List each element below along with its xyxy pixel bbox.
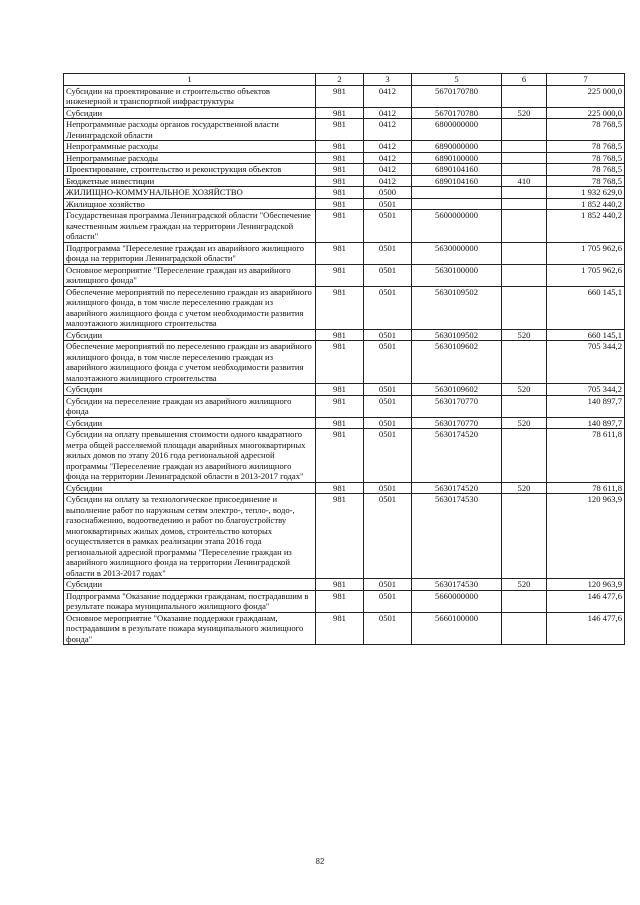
cell-name: Подпрограмма "Переселение граждан из аварийного жилищного фонда на территории Ленинградской области"	[64, 242, 316, 264]
table-row	[64, 187, 625, 199]
cell-name: Субсидии на проектирование и строительство объектов инженерной и транспортной инфраструктуры	[64, 85, 316, 107]
table-row	[64, 210, 625, 243]
cell-admin-code: 981	[316, 612, 364, 645]
cell-admin-code: 981	[316, 242, 364, 264]
cell-name: Субсидии	[64, 384, 316, 396]
cell-name: Субсидии	[64, 329, 316, 341]
cell-expense-type	[502, 429, 547, 483]
cell-admin-code: 981	[316, 119, 364, 141]
cell-admin-code: 981	[316, 164, 364, 176]
cell-name: Субсидии на переселение граждан из аварийного жилищного фонда	[64, 395, 316, 417]
cell-admin-code: 981	[316, 198, 364, 210]
cell-section-code: 0412	[364, 85, 412, 107]
cell-amount: 705 344,2	[547, 384, 625, 396]
cell-expense-type: 410	[502, 175, 547, 187]
table-row	[64, 141, 625, 153]
cell-amount: 78 768,5	[547, 152, 625, 164]
cell-section-code: 0501	[364, 210, 412, 243]
cell-name: Основное мероприятие "Оказание поддержки гражданам, пострадавшим в результате пожара муниципального жилищного фонда"	[64, 612, 316, 645]
cell-amount: 140 897,7	[547, 395, 625, 417]
table-row	[64, 579, 625, 591]
cell-target-code: 6890104160	[412, 175, 502, 187]
cell-expense-type	[502, 242, 547, 264]
cell-expense-type	[502, 264, 547, 286]
cell-section-code: 0412	[364, 119, 412, 141]
cell-target-code: 6890000000	[412, 141, 502, 153]
table-row	[64, 152, 625, 164]
table-row	[64, 429, 625, 483]
cell-amount: 120 963,9	[547, 494, 625, 579]
cell-target-code	[412, 198, 502, 210]
cell-name: Государственная программа Ленинградской области "Обеспечение качественным жильем граждан на территории Ленинградской области"	[64, 210, 316, 243]
cell-section-code: 0501	[364, 341, 412, 384]
cell-name: Проектирование, строительство и реконструкция объектов	[64, 164, 316, 176]
cell-expense-type	[502, 395, 547, 417]
cell-expense-type: 520	[502, 417, 547, 429]
budget-table	[63, 73, 625, 645]
cell-expense-type	[502, 612, 547, 645]
cell-amount: 705 344,2	[547, 341, 625, 384]
cell-admin-code: 981	[316, 579, 364, 591]
cell-target-code: 5630109602	[412, 384, 502, 396]
cell-name: Субсидии	[64, 107, 316, 119]
cell-expense-type	[502, 341, 547, 384]
cell-amount: 78 768,5	[547, 141, 625, 153]
cell-name: Субсидии на оплату превышения стоимости одного квадратного метра общей расселяемой площади аварийных многоквартирных жилых домов по этапу 2016 года региональной адресной программы "Переселение граждан из аварийного жилищного фонда на территории Ленинградской области в 2013-2017 годах"	[64, 429, 316, 483]
cell-admin-code: 981	[316, 590, 364, 612]
cell-amount: 78 768,5	[547, 164, 625, 176]
cell-name: Бюджетные инвестиции	[64, 175, 316, 187]
cell-target-code: 6890104160	[412, 164, 502, 176]
page-number: 82	[315, 857, 325, 866]
cell-target-code: 6890100000	[412, 152, 502, 164]
cell-section-code: 0501	[364, 242, 412, 264]
cell-expense-type	[502, 286, 547, 329]
cell-name: Подпрограмма "Оказание поддержки гражданам, пострадавшим в результате пожара муниципального жилищного фонда"	[64, 590, 316, 612]
cell-amount: 140 897,7	[547, 417, 625, 429]
cell-section-code: 0501	[364, 429, 412, 483]
cell-name: Жилищное хозяйство	[64, 198, 316, 210]
table-row	[64, 341, 625, 384]
cell-admin-code: 981	[316, 341, 364, 384]
cell-name: Обеспечение мероприятий по переселению граждан из аварийного жилищного фонда, в том числе переселению граждан из аварийного жилищного фонда с учетом необходимости развития малоэтажного жилищного строительства	[64, 341, 316, 384]
cell-name: Непрограммные расходы	[64, 141, 316, 153]
table-row	[64, 590, 625, 612]
cell-amount: 78 768,5	[547, 119, 625, 141]
table-row	[64, 164, 625, 176]
cell-expense-type	[502, 85, 547, 107]
cell-amount: 120 963,9	[547, 579, 625, 591]
cell-target-code: 5630174530	[412, 579, 502, 591]
cell-target-code: 5630174520	[412, 429, 502, 483]
cell-target-code	[412, 187, 502, 199]
cell-admin-code: 981	[316, 264, 364, 286]
cell-admin-code: 981	[316, 417, 364, 429]
cell-admin-code: 981	[316, 210, 364, 243]
cell-section-code: 0412	[364, 175, 412, 187]
cell-amount: 660 145,1	[547, 286, 625, 329]
cell-admin-code: 981	[316, 286, 364, 329]
cell-admin-code: 981	[316, 429, 364, 483]
cell-admin-code: 981	[316, 384, 364, 396]
cell-amount: 225 000,0	[547, 85, 625, 107]
cell-section-code: 0501	[364, 590, 412, 612]
cell-target-code: 5670170780	[412, 107, 502, 119]
cell-section-code: 0501	[364, 579, 412, 591]
cell-admin-code: 981	[316, 187, 364, 199]
table-row	[64, 85, 625, 107]
cell-target-code: 5630000000	[412, 242, 502, 264]
cell-expense-type: 520	[502, 579, 547, 591]
column-header: 1	[64, 74, 316, 86]
cell-section-code: 0412	[364, 164, 412, 176]
column-header: 6	[502, 74, 547, 86]
cell-section-code: 0412	[364, 152, 412, 164]
cell-name: Основное мероприятие "Переселение граждан из аварийного жилищного фонда"	[64, 264, 316, 286]
column-header: 3	[364, 74, 412, 86]
cell-admin-code: 981	[316, 152, 364, 164]
cell-section-code: 0501	[364, 264, 412, 286]
cell-name: Непрограммные расходы органов государственной власти Ленинградской области	[64, 119, 316, 141]
cell-expense-type	[502, 494, 547, 579]
cell-amount: 1 705 962,6	[547, 242, 625, 264]
cell-expense-type	[502, 210, 547, 243]
cell-amount: 1 932 629,0	[547, 187, 625, 199]
cell-section-code: 0501	[364, 482, 412, 494]
cell-target-code: 5630170770	[412, 395, 502, 417]
table-row	[64, 175, 625, 187]
cell-admin-code: 981	[316, 141, 364, 153]
cell-amount: 146 477,6	[547, 612, 625, 645]
table-row	[64, 395, 625, 417]
table-row	[64, 198, 625, 210]
cell-expense-type	[502, 152, 547, 164]
cell-amount: 78 611,8	[547, 482, 625, 494]
table-header-row	[64, 74, 625, 86]
cell-amount: 78 611,8	[547, 429, 625, 483]
cell-section-code: 0500	[364, 187, 412, 199]
table-row	[64, 494, 625, 579]
cell-amount: 225 000,0	[547, 107, 625, 119]
table-row	[64, 329, 625, 341]
cell-target-code: 5630100000	[412, 264, 502, 286]
cell-admin-code: 981	[316, 329, 364, 341]
cell-section-code: 0501	[364, 286, 412, 329]
cell-name: Субсидии	[64, 417, 316, 429]
cell-name: Субсидии	[64, 482, 316, 494]
table-row	[64, 612, 625, 645]
cell-name: Непрограммные расходы	[64, 152, 316, 164]
cell-expense-type	[502, 164, 547, 176]
table-row	[64, 107, 625, 119]
cell-expense-type: 520	[502, 384, 547, 396]
cell-section-code: 0412	[364, 141, 412, 153]
column-header: 2	[316, 74, 364, 86]
cell-expense-type	[502, 141, 547, 153]
cell-amount: 1 852 440,2	[547, 198, 625, 210]
cell-expense-type	[502, 119, 547, 141]
cell-name: Субсидии на оплату за технологическое присоединение и выполнение работ по наружным сетям электро-, тепло-, водо-, газоснабжению, водоотведению и работ по благоустройству многоквартирных жилых домов, строительство которых осуществляется в рамках реализации этапа 2016 года региональной адресной программы "Переселение граждан из аварийного жилищного фонда на территории Ленинградской области в 2013-2017 годах"	[64, 494, 316, 579]
column-header: 7	[547, 74, 625, 86]
cell-section-code: 0501	[364, 612, 412, 645]
cell-section-code: 0501	[364, 329, 412, 341]
cell-section-code: 0501	[364, 384, 412, 396]
cell-name: ЖИЛИЩНО-КОММУНАЛЬНОЕ ХОЗЯЙСТВО	[64, 187, 316, 199]
table-row	[64, 264, 625, 286]
cell-section-code: 0501	[364, 198, 412, 210]
table-row	[64, 417, 625, 429]
cell-admin-code: 981	[316, 494, 364, 579]
cell-admin-code: 981	[316, 107, 364, 119]
cell-admin-code: 981	[316, 482, 364, 494]
table-row	[64, 119, 625, 141]
cell-target-code: 5630170770	[412, 417, 502, 429]
table-row	[64, 482, 625, 494]
cell-expense-type	[502, 590, 547, 612]
cell-target-code: 5630109602	[412, 341, 502, 384]
cell-name: Субсидии	[64, 579, 316, 591]
cell-amount: 1 852 440,2	[547, 210, 625, 243]
cell-admin-code: 981	[316, 395, 364, 417]
cell-amount: 1 705 962,6	[547, 264, 625, 286]
cell-target-code: 5630174530	[412, 494, 502, 579]
cell-amount: 146 477,6	[547, 590, 625, 612]
table-row	[64, 242, 625, 264]
cell-expense-type	[502, 187, 547, 199]
cell-amount: 660 145,1	[547, 329, 625, 341]
table-row	[64, 384, 625, 396]
cell-expense-type: 520	[502, 107, 547, 119]
cell-target-code: 5630174520	[412, 482, 502, 494]
cell-target-code: 5630109502	[412, 329, 502, 341]
cell-target-code: 5660100000	[412, 612, 502, 645]
cell-section-code: 0501	[364, 417, 412, 429]
cell-admin-code: 981	[316, 85, 364, 107]
table-row	[64, 286, 625, 329]
cell-expense-type: 520	[502, 482, 547, 494]
cell-target-code: 5670170780	[412, 85, 502, 107]
cell-target-code: 5600000000	[412, 210, 502, 243]
cell-amount: 78 768,5	[547, 175, 625, 187]
cell-expense-type: 520	[502, 329, 547, 341]
cell-target-code: 5660000000	[412, 590, 502, 612]
cell-section-code: 0501	[364, 395, 412, 417]
cell-section-code: 0501	[364, 494, 412, 579]
cell-admin-code: 981	[316, 175, 364, 187]
cell-section-code: 0412	[364, 107, 412, 119]
cell-target-code: 6800000000	[412, 119, 502, 141]
cell-expense-type	[502, 198, 547, 210]
cell-target-code: 5630109502	[412, 286, 502, 329]
cell-name: Обеспечение мероприятий по переселению граждан из аварийного жилищного фонда, в том числе переселению граждан из аварийного жилищного фонда с учетом необходимости развития малоэтажного жилищного строительства	[64, 286, 316, 329]
column-header: 5	[412, 74, 502, 86]
